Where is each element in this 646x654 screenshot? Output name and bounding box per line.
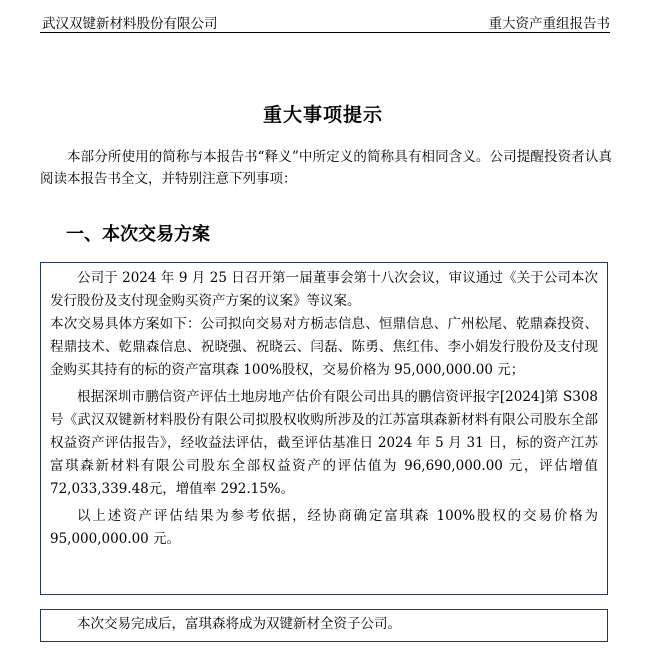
completion-note: 本次交易完成后，富琪森将成为双键新材全资子公司。 xyxy=(77,616,401,632)
board-meeting-paragraph: 公司于 2024 年 9 月 25 日召开第一届董事会第十八次会议，审议通过《关于公司本次发行股份及支付现金购买资产方案的议案》等议案。 xyxy=(50,270,598,309)
plan-details-paragraph: 本次交易具体方案如下：公司拟向交易对方栃志信息、恒鼎信息、广州松尾、乾鼎森投资、程鼎技术、乾鼎森信息、祝晓强、祝晓云、闫磊、陈勇、焦红伟、李小娟发行股份及支付现金购买其持有的标的资产富琪森 100%股权，交易价格为 95,000,000.00 元； xyxy=(50,316,598,378)
page-title: 重大事项提示 xyxy=(262,104,383,126)
intro-paragraph: 本部分所使用的简称与本报告书“释义”中所定义的简称具有相同含义。公司提醒投资者认真阅读本报告书全文，并特别注意下列事项： xyxy=(40,149,612,187)
header-company-name: 武汉双键新材料股份有限公司 xyxy=(42,16,218,32)
section-heading-transaction-plan: 一、本次交易方案 xyxy=(66,224,210,245)
page-header xyxy=(40,8,610,33)
header-document-type: 重大资产重组报告书 xyxy=(488,16,610,32)
price-determination-paragraph: 以上述资产评估结果为参考依据，经协商确定富琪森 100%股权的交易价格为95,000,000.00 元。 xyxy=(50,508,598,547)
valuation-paragraph: 根据深圳市鹏信资产评估土地房地产估价有限公司出具的鹏信资评报字[2024]第 S308号《武汉双键新材料股份有限公司拟股权收购所涉及的江苏富琪森新材料有限公司股东全部权益资产评估报告》，经收益法评估，截至评估基准日 2024 年 5 月 31 日，标的资产江苏富琪森新材料有限公司股东全部权益资产的评估值为 96,690,000.00 元，评估增值 72,033,339.48元，增值率 292.15%。 xyxy=(50,389,598,497)
transaction-plan-box xyxy=(40,262,608,595)
completion-note-box xyxy=(40,609,608,642)
